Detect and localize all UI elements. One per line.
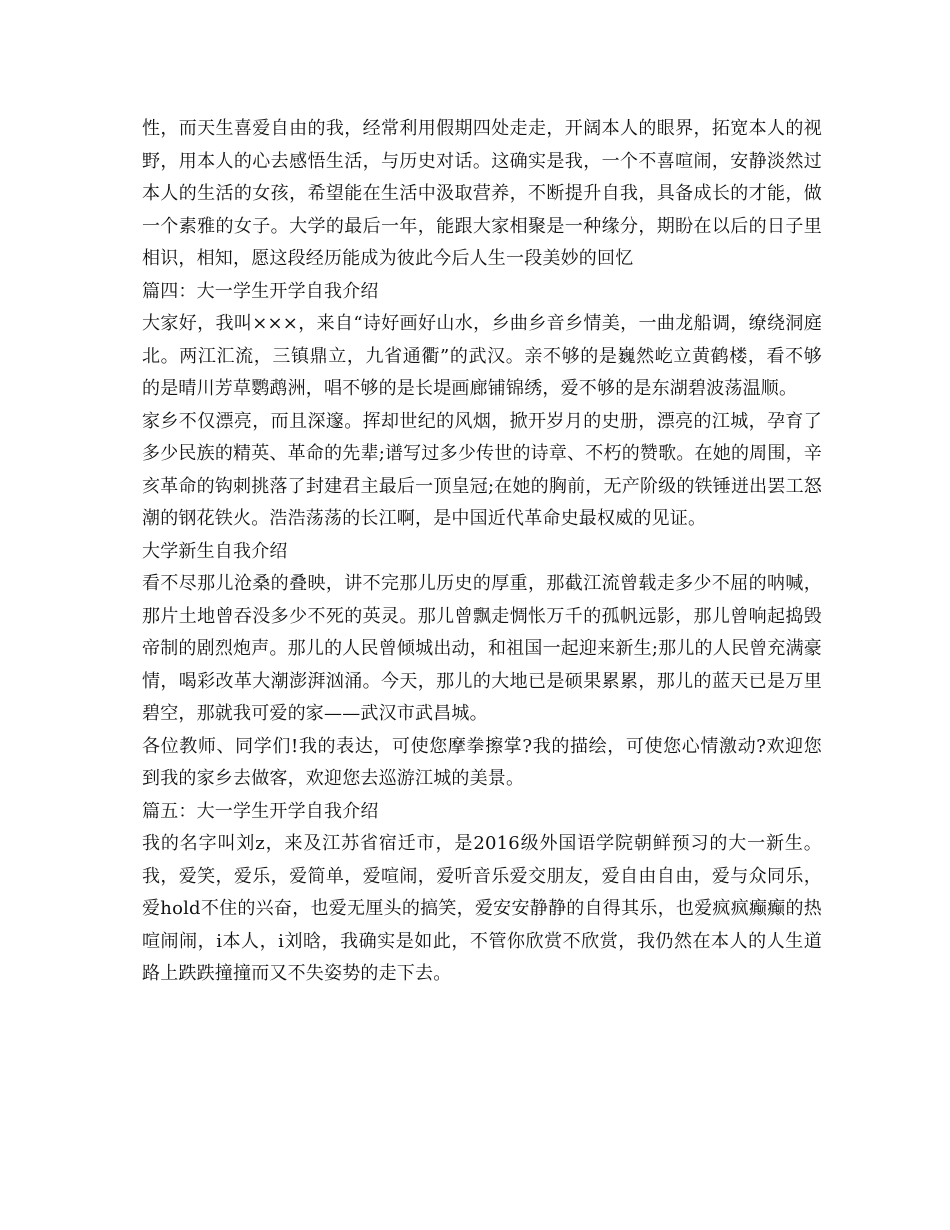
section-heading-part-four: 篇四：大一学生开学自我介绍 [142, 280, 379, 302]
paragraph-liu-intro: 我的名字叫刘z，来及江苏省宿迁市，是2016级外国语学院朝鲜预习的大一新生。我，爱笑，爱乐，爱简单，爱喧闹，爱听音乐爱交朋友，爱自由自由，爱与众同乐，爱hold不住的兴奋，也爱无厘头的搞笑，爱安安静静的自得其乐，也爱疯疯癫癫的热喧闹闹，i本人，i刘晗，我确实是如此，不管你欣赏不欣赏，我仍然在本人的人生道路上跌跌撞撞而又不失姿势的走下去。 [142, 833, 822, 984]
paragraph-wuchang: 看不尽那儿沧桑的叠映，讲不完那儿历史的厚重，那截江流曾载走多少不屈的呐喊，那片土地曾吞没多少不死的英灵。那儿曾飘走惆怅万千的孤帆远影，那儿曾响起捣毁帝制的剧烈炮声。那儿的人民曾倾城出动，和祖国一起迎来新生;那儿的人民曾充满豪情，喝彩改革大潮澎湃汹涌。今天，那儿的大地已是硕果累累，那儿的蓝天已是万里碧空，那就我可爱的家——武汉市武昌城。 [142, 573, 822, 724]
section-heading-freshman-intro: 大学新生自我介绍 [142, 540, 288, 562]
paragraph-hometown-history: 家乡不仅漂亮，而且深邃。挥却世纪的风烟，掀开岁月的史册，漂亮的江城，孕育了多少民族的精英、革命的先辈;谱写过多少传世的诗章、不朽的赞歌。在她的周围，辛亥革命的钩刺挑落了封建君主最后一顶皇冠;在她的胸前，无产阶级的铁锤迸出罢工怒潮的钢花铁火。浩浩荡荡的长江啊，是中国近代革命史最权威的见证。 [142, 410, 822, 529]
paragraph-invitation: 各位教师、同学们!我的表达，可使您摩拳擦掌?我的描绘，可使您心情激动?欢迎您到我的家乡去做客，欢迎您去巡游江城的美景。 [142, 735, 822, 789]
document-body [142, 113, 822, 991]
section-heading-part-five: 篇五：大一学生开学自我介绍 [142, 800, 379, 822]
paragraph-wuhan-greeting: 大家好，我叫×××，来自“诗好画好山水，乡曲乡音乡情美，一曲龙船调，缭绕洞庭北。两江汇流，三镇鼎立，九省通衢”的武汉。亲不够的是巍然屹立黄鹤楼，看不够的是晴川芳草鹦鹉洲，唱不够的是长堤画廊铺锦绣，爱不够的是东湖碧波荡温顺。 [142, 313, 822, 399]
paragraph-intro-continuation: 性，而天生喜爱自由的我，经常利用假期四处走走，开阔本人的眼界，拓宽本人的视野，用本人的心去感悟生活，与历史对话。这确实是我，一个不喜喧闹，安静淡然过本人的生活的女孩，希望能在生活中汲取营养，不断提升自我，具备成长的才能，做一个素雅的女子。大学的最后一年，能跟大家相聚是一种缘分，期盼在以后的日子里相识，相知，愿这段经历能成为彼此今后人生一段美妙的回忆 [142, 118, 822, 269]
